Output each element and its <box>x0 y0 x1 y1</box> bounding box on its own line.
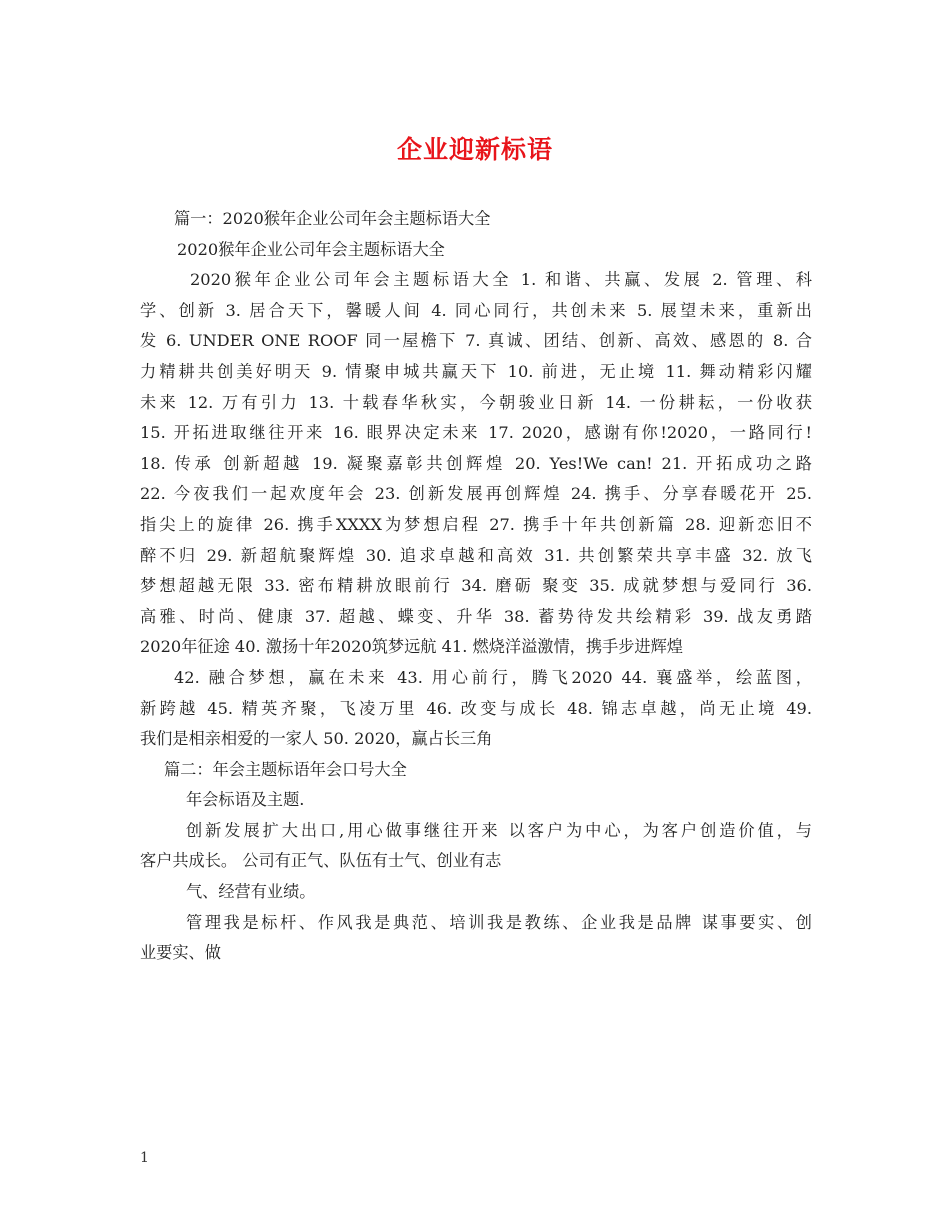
text-line: 我们是相亲相爱的一家人 50. 2020，赢占长三角 <box>140 729 493 749</box>
document-title: 企业迎新标语 <box>396 135 553 164</box>
text-line: 管理我是标杆、作风我是典范、培训我是教练、企业我是品牌 谋事要实、创 <box>186 912 812 932</box>
text-line: 2020年征途 40. 激扬十年2020筑梦远航 41. 燃烧洋溢激情，携手步进辉煌 <box>140 637 683 657</box>
text-line: 气、经营有业绩。 <box>186 882 316 902</box>
text-line: 创新发展扩大出口,用心做事继往开来 以客户为中心，为客户创造价值，与 <box>186 820 812 840</box>
text-line: 发 6. UNDER ONE ROOF 同一屋檐下 7. 真诚、团结、创新、高效、感恩的 8. 合 <box>140 331 812 351</box>
text-line-subheading: 2020猴年企业公司年会主题标语大全 <box>177 239 445 259</box>
text-line: 22. 今夜我们一起欢度年会 23. 创新发展再创辉煌 24. 携手、分享春暖花开 25. <box>140 484 812 504</box>
text-line: 学、创新 3. 居合天下，馨暖人间 4. 同心同行，共创未来 5. 展望未来，重新出 <box>140 300 812 320</box>
text-line: 新跨越 45. 精英齐聚，飞凌万里 46. 改变与成长 48. 锦志卓越，尚无止境 49. <box>140 698 812 718</box>
text-line-section-two-heading: 篇二：年会主题标语年会口号大全 <box>164 759 407 779</box>
text-line: 力精耕共创美好明天 9. 情聚申城共赢天下 10. 前进，无止境 11. 舞动精彩闪耀 <box>140 361 812 381</box>
text-line: 醉不归 29. 新超航聚辉煌 30. 追求卓越和高效 31. 共创繁荣共享丰盛 32. 放飞 <box>140 545 812 565</box>
text-line: 15. 开拓进取继往开来 16. 眼界决定未来 17. 2020，感谢有你!2020，一路同行! <box>140 423 812 443</box>
text-line: 未来 12. 万有引力 13. 十载春华秋实，今朝骏业日新 14. 一份耕耘，一份收获 <box>140 392 812 412</box>
text-line: 2020猴年企业公司年会主题标语大全 1. 和谐、共赢、发展 2. 管理、科 <box>190 270 812 290</box>
text-line-section-one-heading: 篇一：2020猴年企业公司年会主题标语大全 <box>174 209 491 228</box>
text-line: 指尖上的旋律 26. 携手XXXX为梦想启程 27. 携手十年共创新篇 28. 迎新恋旧不 <box>140 514 812 534</box>
text-line: 梦想超越无限 33. 密布精耕放眼前行 34. 磨砺 聚变 35. 成就梦想与爱同行 36. <box>140 576 812 596</box>
text-line: 高雅、时尚、健康 37. 超越、蝶变、升华 38. 蓄势待发共绘精彩 39. 战友勇踏 <box>140 606 812 626</box>
page-number: 1 <box>140 1150 149 1166</box>
text-line: 年会标语及主题. <box>186 790 305 810</box>
document-body <box>140 204 812 969</box>
text-line: 业要实、做 <box>140 943 221 963</box>
text-line: 42. 融合梦想，赢在未来 43. 用心前行，腾飞2020 44. 襄盛举，绘蓝图， <box>174 667 812 687</box>
text-line: 18. 传承 创新超越 19. 凝聚嘉彰共创辉煌 20. Yes!We can! 21. 开拓成功之路 <box>140 453 812 473</box>
text-line: 客户共成长。 公司有正气、队伍有士气、创业有志 <box>140 851 502 871</box>
